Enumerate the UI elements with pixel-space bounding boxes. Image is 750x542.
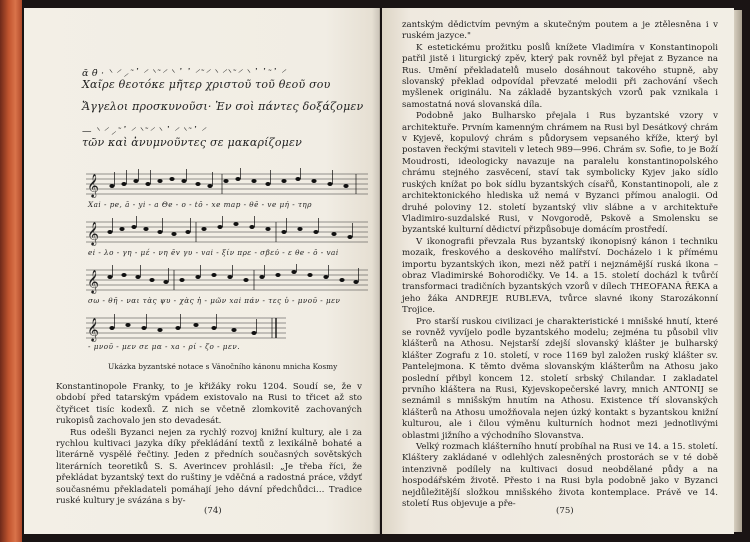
paragraph: Rus odešli Byzanci nejen za rychlý rozvoj knižní kultury, ale i za rychlou kultivaci jazyka díky překládání textů z lexikálně bohaté a literárně vyspělé řečtiny. Jeden z předních současných sovětských literárních teoretiků S. S. Averincev prohlásil: „Je třeba říci, že překládat byzantský text do ruštiny je vděčná a radostná práce, vždyť současnému překladateli pomáhají jeho dávní předchůdci… Tradice ruské kultury je svázána s by- [56,427,362,507]
lyric-line: - μνοῦ - μεν σε μα - xa - ρί - ζο - μεν. [88,342,240,351]
right-page [382,8,734,534]
left-body-text [56,382,362,507]
greek-text-line: Ἄγγελοι προσκυνοῦσι· Ἐν σοὶ πάντες δοξάζομεν [82,100,364,113]
page-number: (74) [204,506,222,516]
greek-text-line: Χαῖρε θεοτόκε μῆτερ χριστοῦ τοῦ θεοῦ σου [82,78,331,91]
paragraph: Podobně jako Bulharsko přejala i Rus byzantské vzory v architektuře. Prvním kamenným chrámem na Rusi byl Desátkový chrám v Kyjevě, kopulový chrám s půdorysem vepsaného kříže, který byl postaven řeckými staviteli v letech 989—996. Chrám sv. Sofie, to je Boží Moudrosti, ideologicky navazuje na paralelu konstantinopolského chrámu stejného zasvěcení, staví tak symbolicky Kyjev jako sídlo ruských knížat po bok sídlu byzantských císařů, Konstantinopoli, ale z architektonického hlediska už nemá v Byzanci přímou analogii. Od druhé poloviny 12. století byzantský vliv slábne a v architektuře Vladimiro-suzdalské Rusi, v Novgorodě, Pskově a Smolensku se byzantské kulturní dědictví přizpůsobuje domácím prostředí. [402,111,718,236]
lyric-line: σω - θῆ - ναι τὰς ψυ - χὰς ἡ - μῶν xai πάν - τες ὑ - μνοῦ - μεν [88,296,341,305]
paragraph: V ikonografii převzala Rus byzantský ikonopisný kánon i techniku mozaik, freskového a deskového malířství. Docházelo i k přímému importu byzantských ikon, mezi něž patří i nejznámější ruská ikona – obraz Vladimirské Bohorodičky. Ve 14. a 15. století docházl k tvůrčí transformaci tradičních byzantských vzorů v dílech THEOFANA ŘEKA a jeho žáka ANDREJE RUBLEVA, tvůrce slavné ikony Starozákonní Trojice. [402,236,718,316]
figure-caption: Ukázka byzantské notace s Vánočního kánonu mnicha Kosmy [108,362,338,371]
svg-text:𝄞: 𝄞 [87,317,99,341]
greek-neume-line: — ⸌ ⸍ ⸝ ͂ ᾽ ⸍ ⸌ ͂ ⸍ ⸌ ᾽ ⸍ ⸌ ͂ ᾽ ⸍ [82,126,206,137]
page-edge [734,10,742,532]
left-page [24,8,380,534]
right-body-text [402,20,718,510]
music-staff-1 [86,168,368,198]
svg-text:𝄞: 𝄞 [87,269,99,293]
paragraph: Konstantinopole Franky, to je křižáky roku 1204. Soudí se, že v období před tatarským vpádem existovalo na Rusi to třicet až sto čtyřicet tisíc kodexů. Z nich se včetně zlomkovitě zachovaných rukopisů zachovalo jen sto devadesát. [56,382,362,427]
music-staff-3 [86,264,368,294]
paragraph: K estetickému prožitku poslů knížete Vladimíra v Konstantinopoli patřil jistě i liturgický zpěv, který pak rovněž byl přejat z Byzance na Rus. Umění překladatelů muselo dosáhnout takového stupně, aby slovanský překlad odpovídal převzaté melodii při zachování všech myšlenek originálu. Na základě byzantských vzorů pak vznikala i samostatná nová slovanská díla. [402,42,718,110]
paragraph: Velký rozmach klášterního hnutí probíhal na Rusi ve 14. a 15. století. Kláštery zakládané v odlehlých zalesněných prostorách se v té době intenzivně podílely na kultivaci dosud neobdělané půdy a na hospodářském životě. Přesto i na Rusi byla podobně jako v Byzanci nejdůležitější složkou mnišského života kontemplace. Právě ve 14. století Rus objevuje a pře- [402,442,718,510]
music-staff-4 [86,312,286,342]
lyric-line: Xai - pe, ā - yi - a Θe - o - tō - xe map - θē - ve μή - τηρ [88,200,312,209]
greek-text-line: τῶν καὶ ἀνυμνοῦντες σε μακαρίζομεν [82,136,303,149]
music-staff-2 [86,216,368,246]
book-cover-edge [0,0,22,542]
paragraph: Pro starší ruskou civilizaci je charakteristické i mnišské hnutí, které se rovněž vyvíjelo podle byzantského modelu; zejména tu působil vliv klášterů na Athosu. Nejstarší zdejší slovanský klášter je bulharský klášter Zografu z 10. století, v roce 1169 byl založen ruský klášter sv. Pantelejmona. K těmto dvěma slovanským klášterům na Athosu jako poslední přibyl koncem 12. století srbský Chilandar. I zakladatel prvního kláštera na Rusi, Kyjevskopečerské lavry, mnich ANTONIJ se seznámil s mnišským hnutím na Athosu. Existence tří slovanských klášterů na Athosu umožňovala nejen úzký kontakt s byzantskou knižní kulturou, ale i čilou výměnu kulturních hodnot mezi jednotlivými oblastmi jižního a východního Slovanstva. [402,316,718,441]
page-number: (75) [556,506,574,516]
greek-neume-line: ᾱ θ̄ · ⸌ ⸍ ⸝ ͂ ᾽ ⸍ ⸌ ͂ ⸍ ⸌ ᾽ ᾽ ⸍ ͂ ⸍ ⸌ ⸍⸌ ͂ ⸍ ⸌ ᾽ ᾽ ͂ ᾽ ⸍ [82,68,286,79]
lyric-line: ei - λο - γη - μέ - νη ēv γυ - vai - ξίν πρε - σβεύ - ε θe - ō - vai [88,248,339,257]
svg-text:𝄞: 𝄞 [87,173,99,197]
svg-text:𝄞: 𝄞 [87,221,99,245]
paragraph: zantským dědictvím pevným a skutečným poutem a je ztělesněna i v ruském jazyce." [402,20,718,42]
